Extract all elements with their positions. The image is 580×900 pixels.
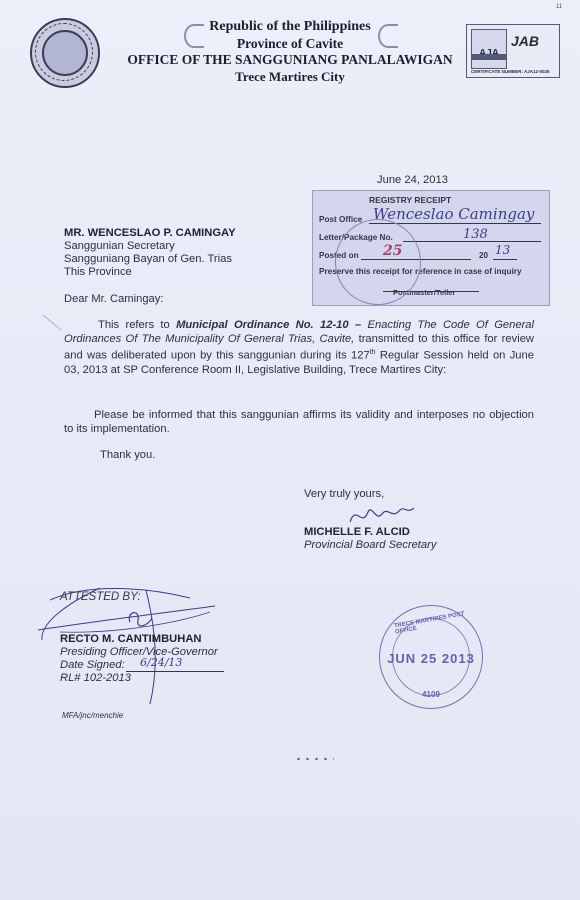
recipient-line1: Sanggunian Secretary <box>64 240 175 252</box>
ordinance-number: Municipal Ordinance No. 12-10 – <box>176 319 362 331</box>
receipt-preserve-note: Preserve this receipt for reference in case of inquiry <box>319 267 522 276</box>
post-office-postmark <box>379 605 483 709</box>
header-city: Trece Martires City <box>235 69 345 84</box>
recipient-name: MR. WENCESLAO P. CAMINGAY <box>64 227 236 239</box>
registry-receipt <box>312 190 550 306</box>
header-office: OFFICE OF THE SANGGUNIANG PANLALAWIGAN <box>127 52 453 67</box>
receipt-year-value: 13 <box>495 243 511 257</box>
date-signed-value: 6/24/13 <box>140 656 183 669</box>
recipient-line2: Sangguniang Bayan of Gen. Trias <box>64 253 232 265</box>
date-signed-label: Date Signed: <box>60 659 125 671</box>
header-province: Province of Cavite <box>236 36 344 51</box>
provincial-seal-icon <box>30 18 100 88</box>
receipt-title: REGISTRY RECEIPT <box>369 195 452 205</box>
receipt-posted-value: 25 <box>383 243 403 259</box>
rl-number: RL# 102-2013 <box>60 672 131 684</box>
certificate-number: CERTIFICATE NUMBER: AJA12-0025 <box>471 69 550 74</box>
receipt-postmaster-label: Postmaster/Teller <box>393 288 456 297</box>
receipt-letter-value: 138 <box>463 227 488 242</box>
postmark-number: 4109 <box>422 690 440 699</box>
attested-by-label: ATTESTED BY: <box>60 591 141 603</box>
signer-title: Provincial Board Secretary <box>304 539 437 551</box>
page-number: 11 <box>556 4 563 10</box>
recipient-line3: This Province <box>64 266 132 278</box>
receipt-letter-label: Letter/Package No. <box>319 233 393 242</box>
letter-date: June 24, 2013 <box>377 174 448 186</box>
valediction: Very truly yours, <box>304 488 385 500</box>
reference-initials: MFA/jnc/menchie <box>62 711 124 720</box>
receipt-post-office-label: Post Office <box>319 215 363 224</box>
body-paragraph-1: This refers to Municipal Ordinance No. 12-10 – Enacting The Code Of General Ordinances Of The Municipality Of General Trias, Cavite, transmitted to this office for review and was deliberated upon by this sanggunian during its 127th Regular Session held on June 03, 2013 at SP Conference Room II, Legislative Building, Trece Martires City: <box>64 319 534 377</box>
receipt-postmark-stamp-icon <box>335 219 421 305</box>
jab-mark: JAB <box>511 33 540 49</box>
stray-dots <box>294 757 334 761</box>
thank-you: Thank you. <box>100 449 156 461</box>
ordinance-title: Enacting The Code Of General Ordinances Of The Municipality Of General Trias, Cavite, <box>64 319 534 346</box>
header-republic: Republic of the Philippines <box>209 19 371 34</box>
aja-badge-icon <box>471 29 507 69</box>
margin-mark <box>42 314 61 330</box>
receipt-post-office-value: Wenceslao Camingay <box>373 205 535 223</box>
signer-name: MICHELLE F. ALCID <box>304 526 410 538</box>
receipt-posted-label: Posted on <box>319 251 359 260</box>
receipt-year-prefix: 20 <box>479 251 489 260</box>
attester-title: Presiding Officer/Vice-Governor <box>60 646 218 658</box>
body-paragraph-2: Please be informed that this sanggunian affirms its validity and interposes no objection to its implementation. <box>64 409 534 436</box>
attester-name: RECTO M. CANTIMBUHAN <box>60 633 202 645</box>
salutation: Dear Mr. Camingay: <box>64 293 164 305</box>
postmark-office: TRECE MARTIRES POST OFFICE <box>393 611 465 636</box>
certification-logo <box>466 24 560 78</box>
postmark-date: JUN 25 2013 <box>387 651 475 666</box>
